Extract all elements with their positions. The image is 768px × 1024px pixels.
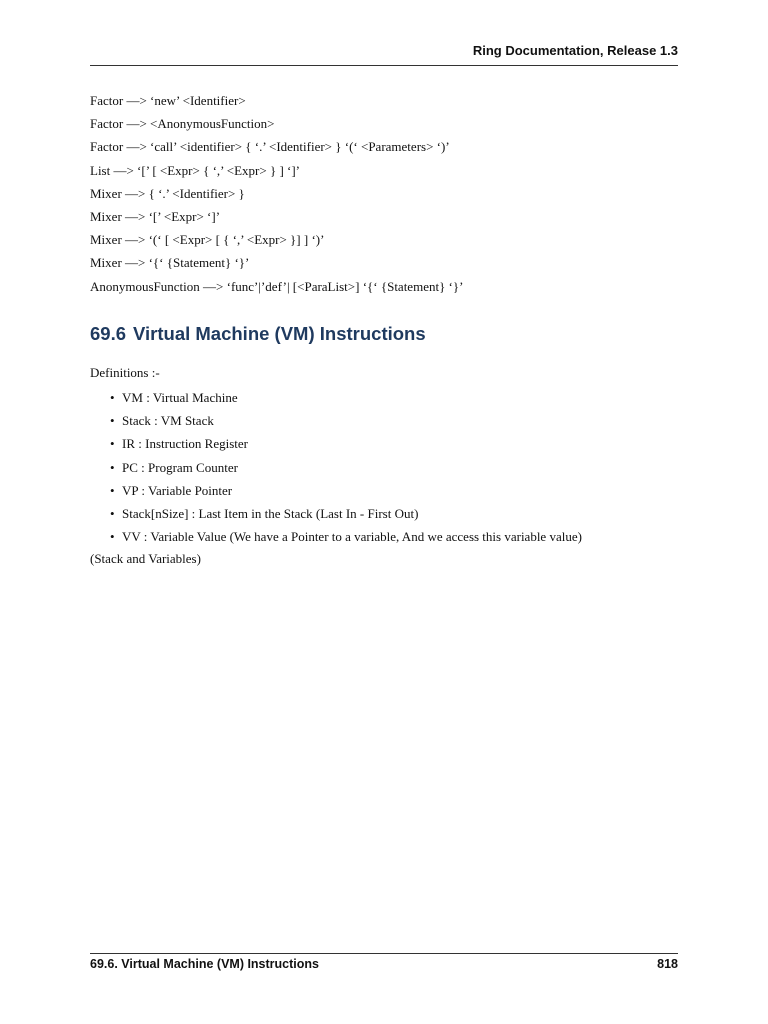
page-number: 818 bbox=[657, 957, 678, 971]
definitions-intro: Definitions :- bbox=[90, 365, 160, 380]
grammar-rule-line: Factor —> ‘new’ <Identifier> bbox=[90, 93, 246, 108]
definition-text: VV : Variable Value (We have a Pointer to a variable, And we access this variable value) bbox=[122, 529, 582, 545]
bullet-icon: • bbox=[110, 436, 115, 452]
definition-item bbox=[90, 389, 710, 412]
section-title: Virtual Machine (VM) Instructions bbox=[133, 323, 426, 344]
definition-item bbox=[90, 528, 710, 551]
bullet-icon: • bbox=[110, 505, 115, 521]
grammar-rule-line: Factor —> <AnonymousFunction> bbox=[90, 116, 275, 132]
definition-text: Stack : VM Stack bbox=[122, 413, 214, 429]
grammar-rule-line: AnonymousFunction —> ‘func’|’def’| [<ParaList>] ‘{‘ {Statement} ‘}’ bbox=[90, 278, 464, 294]
bullet-icon: • bbox=[110, 459, 115, 475]
definition-item bbox=[90, 482, 710, 505]
bullet-icon: • bbox=[110, 390, 115, 405]
bullet-icon: • bbox=[110, 413, 115, 429]
definition-text: PC : Program Counter bbox=[122, 459, 238, 475]
footer-divider bbox=[90, 953, 678, 954]
grammar-rule-line: Mixer —> { ‘.’ <Identifier> } bbox=[90, 185, 245, 201]
definition-item bbox=[90, 459, 710, 482]
grammar-rules-list bbox=[90, 92, 690, 301]
closing-note: (Stack and Variables) bbox=[90, 551, 201, 566]
definition-text: VM : Virtual Machine bbox=[122, 390, 238, 405]
definition-text: Stack[nSize] : Last Item in the Stack (Last In - First Out) bbox=[122, 505, 419, 521]
grammar-rule-line: Mixer —> ‘[’ <Expr> ‘]’ bbox=[90, 208, 221, 224]
definitions-list bbox=[90, 389, 710, 551]
bullet-icon: • bbox=[110, 482, 115, 498]
header-divider bbox=[90, 65, 678, 66]
grammar-rule-line: Factor —> ‘call’ <identifier> { ‘.’ <Identifier> } ‘(‘ <Parameters> ‘)’ bbox=[90, 139, 450, 155]
definition-text: VP : Variable Pointer bbox=[122, 482, 233, 498]
footer-section-label: 69.6. Virtual Machine (VM) Instructions bbox=[90, 957, 319, 971]
section-number: 69.6 bbox=[90, 323, 127, 344]
running-header-title: Ring Documentation, Release 1.3 bbox=[472, 43, 678, 58]
definition-text: IR : Instruction Register bbox=[122, 436, 249, 452]
grammar-rule-line: List —> ‘[’ [ <Expr> { ‘,’ <Expr> } ] ‘]’ bbox=[90, 162, 301, 178]
bullet-icon: • bbox=[110, 529, 115, 545]
grammar-rule-line: Mixer —> ‘(‘ [ <Expr> [ { ‘,’ <Expr> }] ] ‘)’ bbox=[90, 232, 325, 248]
grammar-rule-line: Mixer —> ‘{‘ {Statement} ‘}’ bbox=[90, 255, 250, 271]
definition-item bbox=[90, 435, 710, 458]
definition-item bbox=[90, 412, 710, 435]
section-heading bbox=[90, 323, 426, 345]
definition-item bbox=[90, 505, 710, 528]
